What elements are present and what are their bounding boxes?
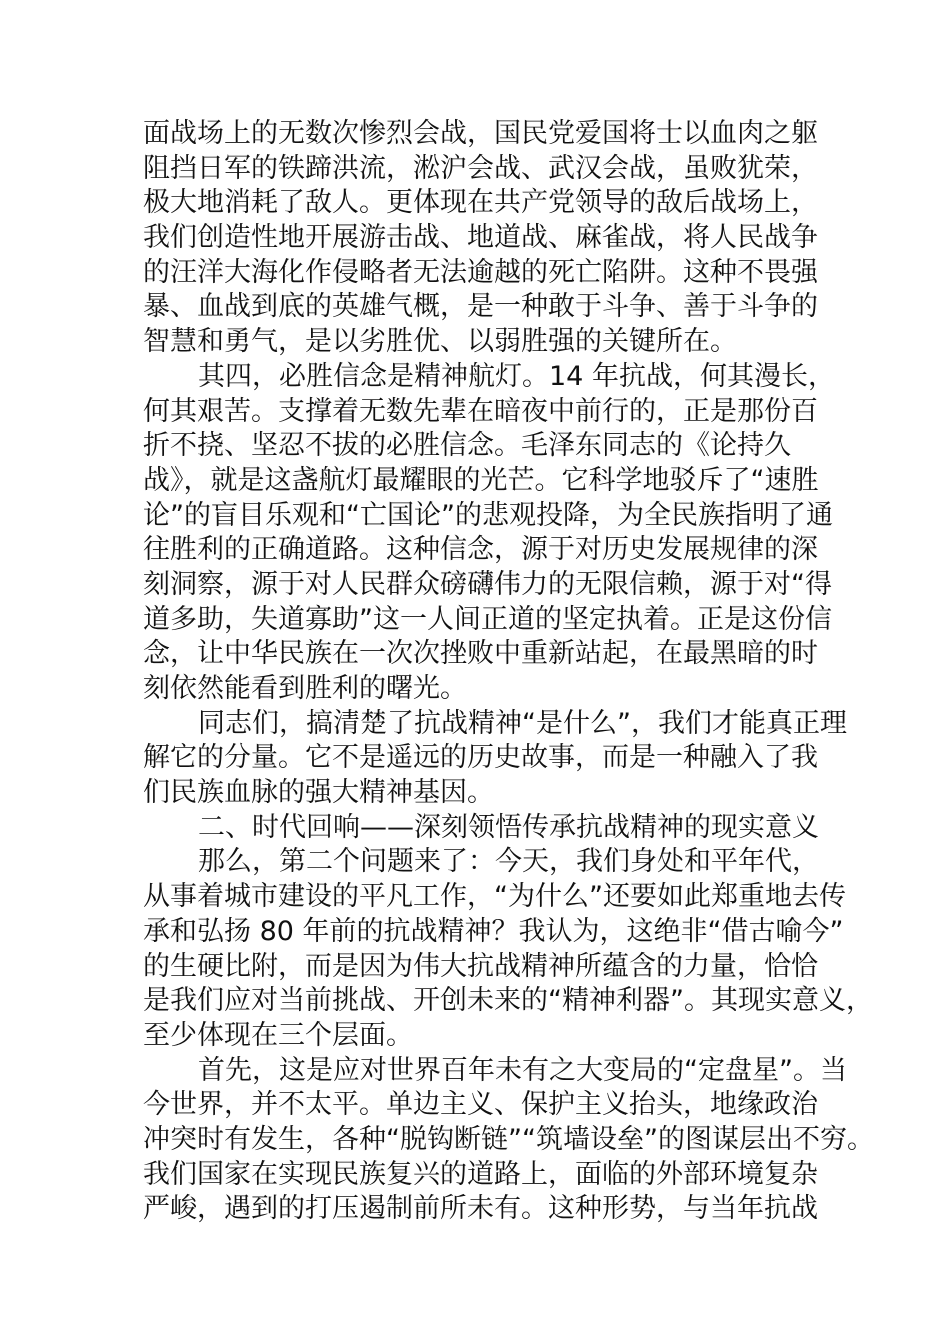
text-line: 同志们，搞清楚了抗战精神“是什么”，我们才能真正理 <box>198 707 847 739</box>
text-line: 暴、血战到底的英雄气概，是一种敢于斗争、善于斗争的 <box>143 291 818 323</box>
text-line: 今世界，并不太平。单边主义、保护主义抬头，地缘政治 <box>143 1089 818 1121</box>
paragraph <box>143 1054 874 1227</box>
text-line: 我们创造性地开展游击战、地道战、麻雀战，将人民战争 <box>143 222 818 254</box>
paragraph <box>143 117 823 360</box>
text-line: 承和弘扬 80 年前的抗战精神？我认为，这绝非“借古喻今” <box>143 915 844 947</box>
text-line: 道多助，失道寡助”这一人间正道的坚定执着。正是这份信 <box>143 603 832 635</box>
text-line: 阻挡日军的铁蹄洪流，淞沪会战、武汉会战，虽败犹荣， <box>143 152 818 184</box>
text-line: 解它的分量。它不是遥远的历史故事，而是一种融入了我 <box>143 742 818 774</box>
text-line: 战》，就是这盏航灯最耀眼的光芒。它科学地驳斥了“速胜 <box>143 464 819 496</box>
section-heading <box>143 811 823 846</box>
text-line: 从事着城市建设的平凡工作，“为什么”还要如此郑重地去传 <box>143 881 846 913</box>
text-line: 是我们应对当前挑战、开创未来的“精神利器”。其现实意义， <box>143 985 873 1017</box>
text-line: 往胜利的正确道路。这种信念，源于对历史发展规律的深 <box>143 534 818 566</box>
text-line: 至少体现在三个层面。 <box>143 1019 413 1051</box>
text-line: 的生硬比附，而是因为伟大抗战精神所蕴含的力量，恰恰 <box>143 950 818 982</box>
text-line: 极大地消耗了敌人。更体现在共产党领导的敌后战场上， <box>143 187 818 219</box>
text-line: 我们国家在实现民族复兴的道路上，面临的外部环境复杂 <box>143 1158 818 1190</box>
text-line: 其四，必胜信念是精神航灯。14 年抗战，何其漫长， <box>198 360 835 392</box>
text-line: 首先，这是应对世界百年未有之大变局的“定盘星”。当 <box>198 1054 847 1086</box>
text-line: 冲突时有发生，各种“脱钩断链”“筑墙设垒”的图谋层出不穷。 <box>143 1123 874 1155</box>
text-line: 智慧和勇气，是以劣胜优、以弱胜强的关键所在。 <box>143 326 737 358</box>
text-line: 刻洞察，源于对人民群众磅礴伟力的无限信赖，源于对“得 <box>143 568 832 600</box>
paragraph <box>143 845 873 1053</box>
text-line: 的汪洋大海化作侵略者无法逾越的死亡陷阱。这种不畏强 <box>143 256 818 288</box>
text-line: 折不挠、坚忍不拔的必胜信念。毛泽东同志的《论持久 <box>143 430 791 462</box>
text-line: 严峻，遇到的打压遏制前所未有。这种形势，与当年抗战 <box>143 1193 818 1225</box>
text-line: 何其艰苦。支撑着无数先辈在暗夜中前行的，正是那份百 <box>143 395 818 427</box>
paragraph <box>143 360 835 707</box>
text-line: 那么，第二个问题来了：今天，我们身处和平年代， <box>198 846 819 878</box>
paragraph <box>143 707 847 811</box>
text-line: 们民族血脉的强大精神基因。 <box>143 777 494 809</box>
text-line: 论”的盲目乐观和“亡国论”的悲观投降，为全民族指明了通 <box>143 499 833 531</box>
text-line: 刻依然能看到胜利的曙光。 <box>143 673 467 704</box>
document-page <box>143 117 874 1227</box>
text-line: 面战场上的无数次惨烈会战，国民党爱国将士以血肉之躯 <box>143 118 818 149</box>
heading-text: 二、时代回响——深刻领悟传承抗战精神的现实意义 <box>198 811 819 843</box>
text-line: 念，让中华民族在一次次挫败中重新站起，在最黑暗的时 <box>143 638 818 670</box>
